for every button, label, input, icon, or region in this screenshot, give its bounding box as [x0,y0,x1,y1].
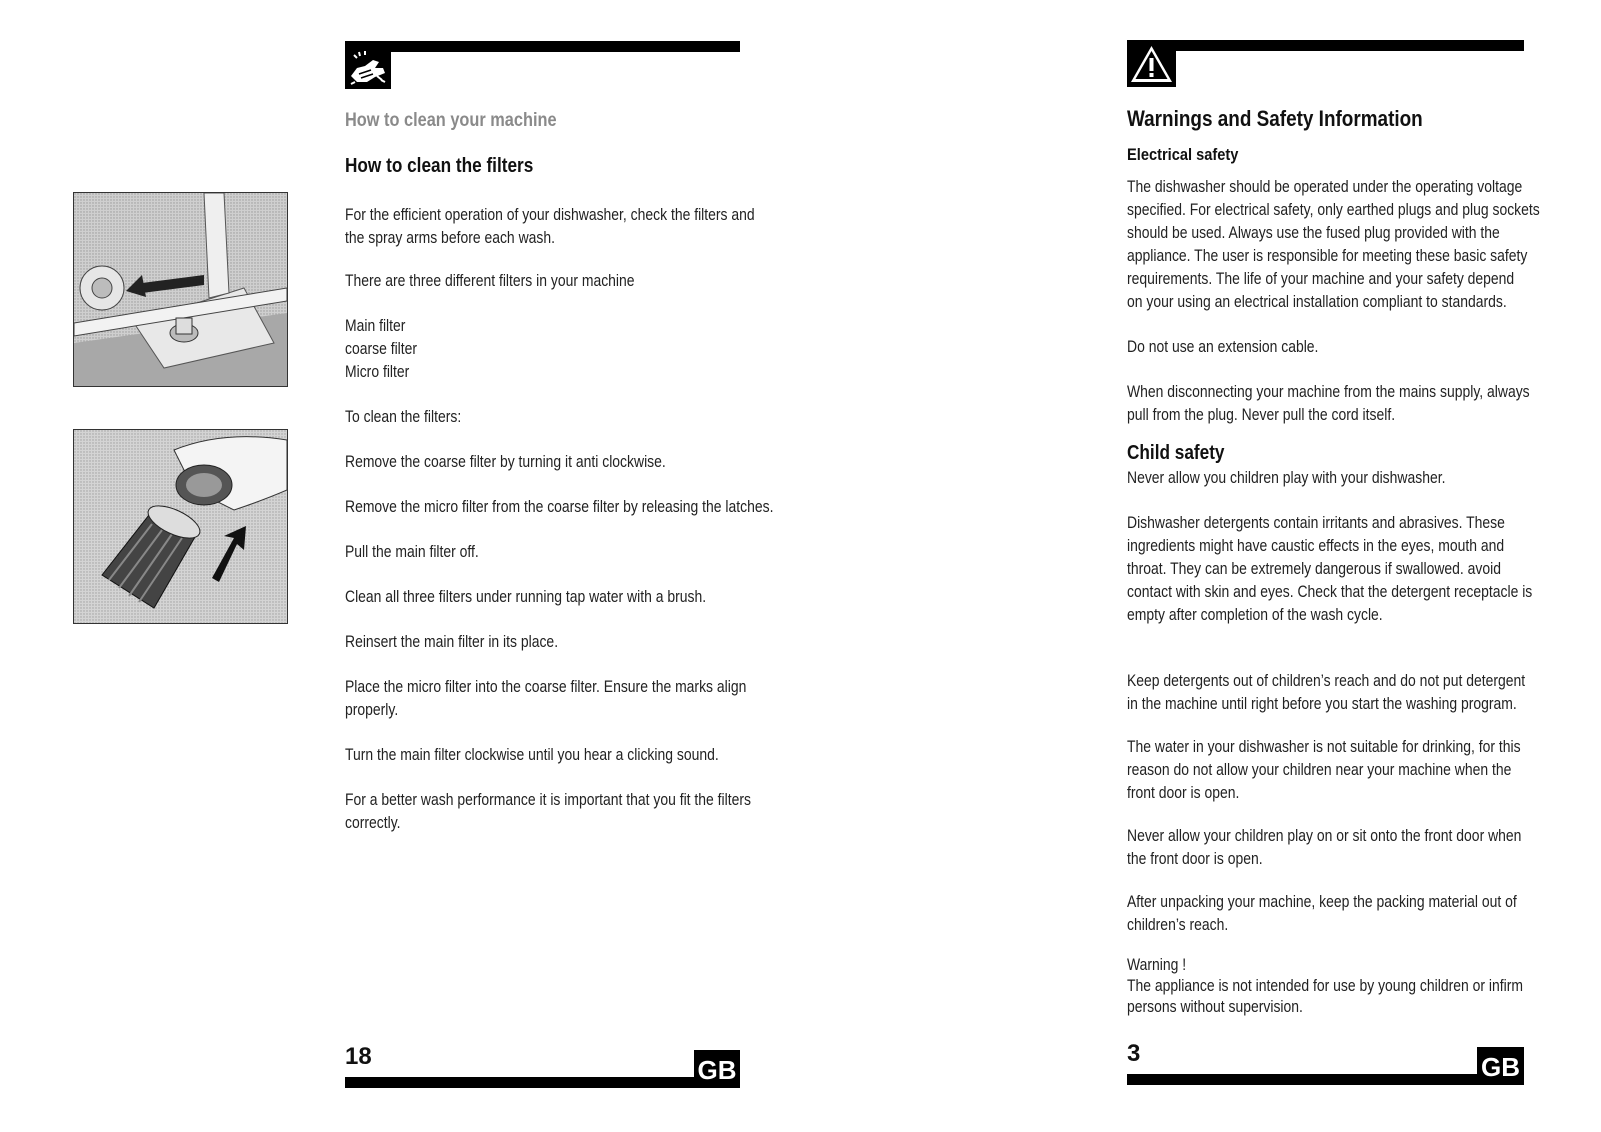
paragraph: Do not use an extension cable. [1127,337,1319,356]
cleaning-hand-icon [345,46,391,89]
spray-arm-figure [73,192,288,387]
left-body [345,203,773,834]
child-safety-heading: Child safety [1127,442,1225,464]
section-label: How to clean your machine [345,110,557,131]
warning-note: Warning ! The appliance is not intended for use by young children or infirm persons without supervision. [1127,955,1523,1016]
right-page-number: 3 [1127,1040,1141,1067]
warning-triangle-icon [1127,40,1176,87]
paragraph: Place the micro filter into the coarse filter. Ensure the marks align properly. [345,677,747,719]
paragraph: Clean all three filters under running tap water with a brush. [345,587,707,606]
paragraph: After unpacking your machine, keep the packing material out of children’s reach. [1127,892,1517,934]
right-footer-rule [1127,1074,1524,1085]
safety-heading: Warnings and Safety Information [1127,106,1423,131]
paragraph: Keep detergents out of children’s reach and do not put detergent in the machine until right before you start the washing program. [1127,671,1526,713]
left-header-rule [345,41,740,52]
left-lang-badge: GB [694,1050,740,1088]
paragraph: Turn the main filter clockwise until you hear a clicking sound. [345,745,719,764]
paragraph: For the efficient operation of your dishwasher, check the filters and the spray arms before each wash. [345,205,755,247]
electrical-safety-heading: Electrical safety [1127,145,1239,164]
left-page-number: 18 [345,1043,372,1070]
paragraph: Remove the coarse filter by turning it anti clockwise. [345,452,666,471]
filter-list: Main filter coarse filter Micro filter [345,316,418,381]
paragraph: Pull the main filter off. [345,542,479,561]
paragraph: Never allow you children play with your dishwasher. [1127,468,1446,487]
paragraph: When disconnecting your machine from the mains supply, always pull from the plug. Never pull the cord itself. [1127,382,1530,424]
filters-heading: How to clean the filters [345,155,534,177]
paragraph: Reinsert the main filter in its place. [345,632,559,651]
child-body [1127,466,1532,1017]
paragraph: To clean the filters: [345,407,462,426]
paragraph: There are three different filters in your machine [345,271,635,290]
right-lang-badge: GB [1477,1047,1524,1085]
right-header-rule [1127,40,1524,51]
left-footer-rule [345,1077,740,1088]
electrical-body [1127,175,1540,426]
paragraph: For a better wash performance it is important that you fit the filters correctly. [345,790,751,832]
paragraph: The water in your dishwasher is not suitable for drinking, for this reason do not allow your children near your machine when the front door is open. [1127,737,1521,802]
paragraph: Never allow your children play on or sit onto the front door when the front door is open. [1127,826,1522,868]
paragraph: Remove the micro filter from the coarse filter by releasing the latches. [345,497,774,516]
filter-removal-figure [73,429,288,624]
paragraph: Dishwasher detergents contain irritants and abrasives. These ingredients might have caustic effects in the eyes, mouth and throat. They can be extremely dangerous if swallowed. avoid contact with skin and eyes. Check that the detergent receptacle is empty after completion of the wash cycle. [1127,513,1533,624]
paragraph: The dishwasher should be operated under the operating voltage specified. For electrical safety, only earthed plugs and plug sockets should be used. Always use the fused plug provided with the appliance. The user is responsible for meeting these basic safety requirements. The life of your machine and your safety depend on your using an electrical installation compliant to standards. [1127,177,1540,311]
